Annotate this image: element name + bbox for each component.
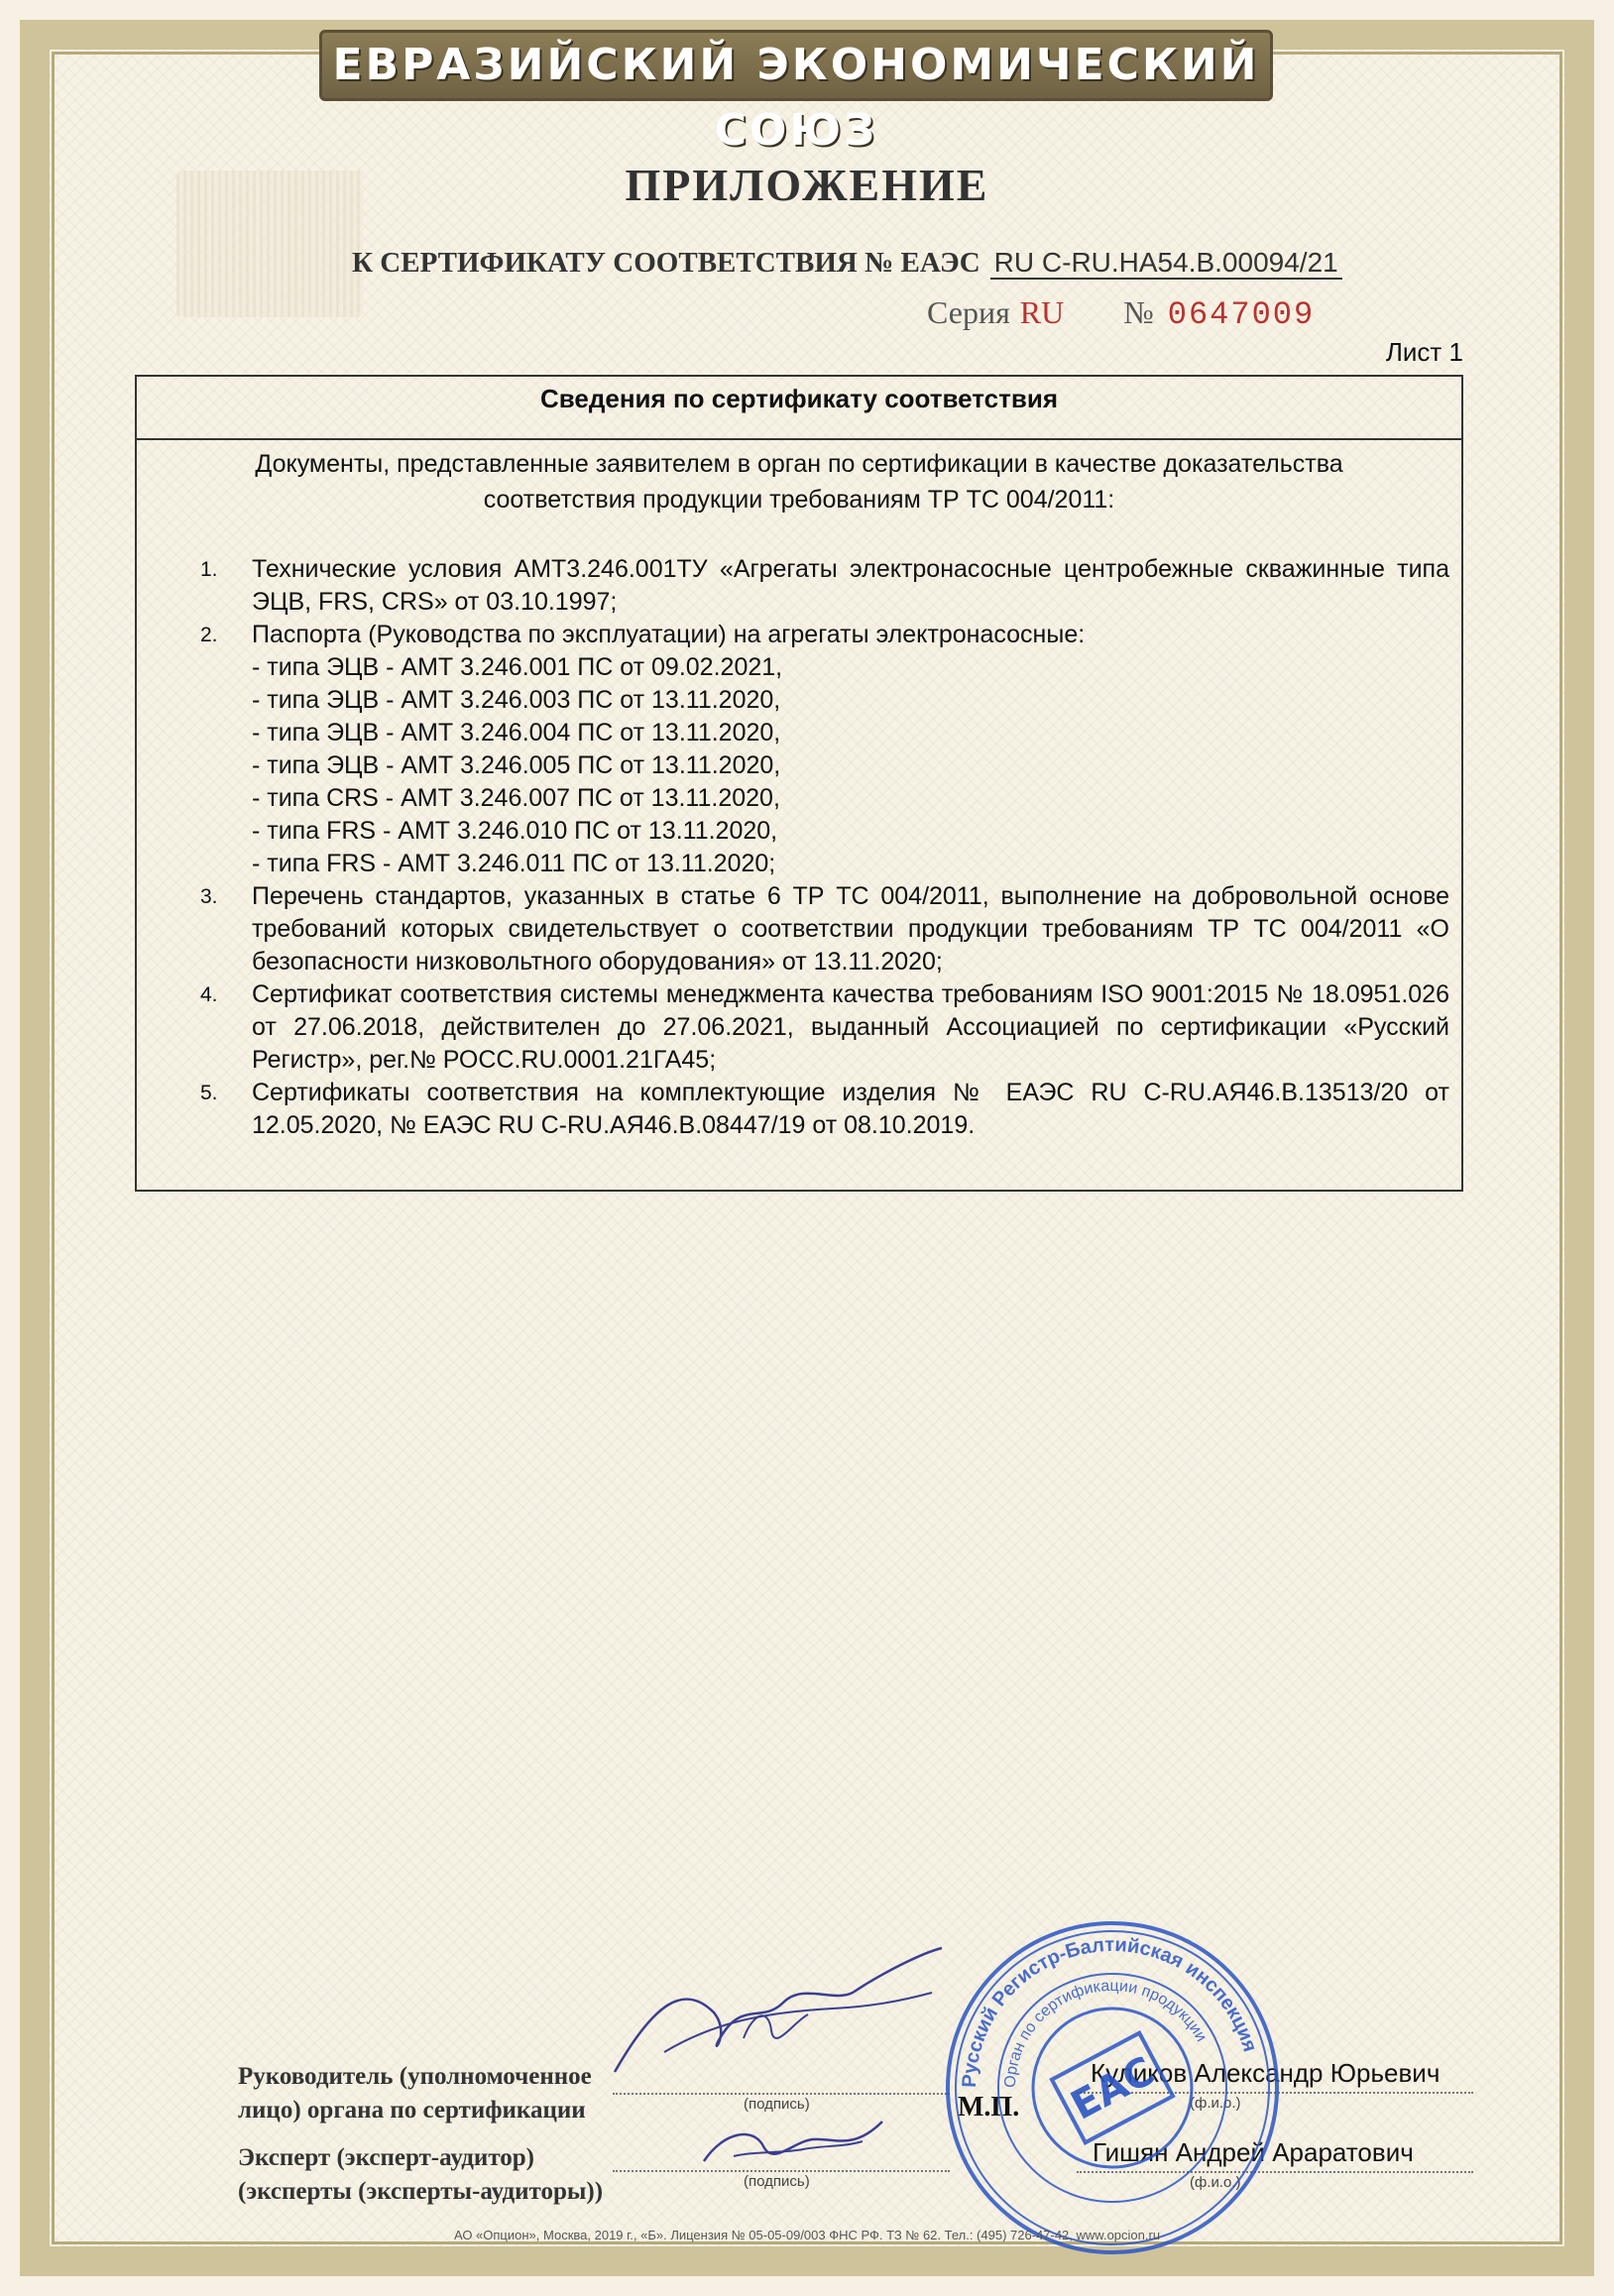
- certificate-number: RU C-RU.HA54.B.00094/21: [990, 247, 1342, 280]
- series-line: [927, 294, 1315, 333]
- list-item-text: - типа ЭЦВ - АМТ 3.246.001 ПС от 09.02.2021,: [252, 653, 783, 681]
- printer-footer: АО «Опцион», Москва, 2019 г., «Б». Лицензия № 05-05-09/003 ФНС РФ. ТЗ № 62. Тел.: (495) 726-47-42, www.opcion.ru: [453, 2228, 1161, 2242]
- head-signature-line: [613, 2093, 950, 2095]
- details-box: [135, 375, 1463, 1192]
- list-item: [137, 1077, 1461, 1142]
- list-item-number: 1.: [200, 558, 218, 581]
- list-item-text: Сертификат соответствия системы менеджмента качества требованиям ISO 9001:2015 № 18.0951.026 от 27.06.2018, действителен до 27.06.2021, выданный Ассоциацией по сертификации «Русский Регистр», рег.№ РОСС.RU.0001.21ГА45;: [252, 980, 1449, 1074]
- head-name: Куликов Александр Юрьевич: [1091, 2058, 1441, 2088]
- list-item: [137, 880, 1461, 978]
- expert-label-2: (эксперты (эксперты-аудиторы)): [238, 2178, 604, 2205]
- serial-number: 0647009: [1167, 296, 1316, 333]
- stamp-center-mark: ЕАС: [1063, 2048, 1162, 2129]
- expert-label-1: Эксперт (эксперт-аудитор): [238, 2144, 535, 2171]
- list-item-number: 3.: [200, 885, 218, 908]
- list-item-text: - типа ЭЦВ - АМТ 3.246.003 ПС от 13.11.2020,: [252, 686, 781, 714]
- list-item: [137, 553, 1461, 619]
- list-item-number: 2.: [200, 624, 218, 646]
- list-item-text: Технические условия АМТ3.246.001ТУ «Агрегаты электронасосные центробежные скважинные типа ЭЦВ, FRS, CRS» от 03.10.1997;: [252, 555, 1449, 616]
- list-item-text: - типа ЭЦВ - АМТ 3.246.005 ПС от 13.11.2020,: [252, 751, 781, 779]
- sheet-number: Лист 1: [1385, 337, 1463, 367]
- certificate-prefix: К СЕРТИФИКАТУ СООТВЕТСТВИЯ № ЕАЭС: [352, 247, 980, 279]
- series-value: RU: [1019, 294, 1065, 330]
- box-intro: Документы, представленные заявителем в орган по сертификации в качестве доказательства соответствия продукции требованиям ТР ТС 004/2011:: [255, 450, 1343, 514]
- header-banner: ЕВРАЗИЙСКИЙ ЭКОНОМИЧЕСКИЙ СОЮЗ: [319, 30, 1273, 101]
- list-item-text: - типа CRS - АМТ 3.246.007 ПС от 13.11.2020,: [252, 784, 780, 812]
- list-item-text: Паспорта (Руководства по эксплуатации) на агрегаты электронасосные:: [252, 621, 1086, 648]
- head-label-1: Руководитель (уполномоченное: [238, 2063, 592, 2090]
- stamp-ring-text: Русский Регистр-Балтийская инспекция: [958, 1933, 1261, 2089]
- list-item-number: 4.: [200, 983, 218, 1006]
- box-header: Сведения по сертификату соответствия: [137, 377, 1461, 440]
- list-item-text: Сертификаты соответствия на комплектующие изделия № ЕАЭС RU C-RU.АЯ46.В.13513/20 от 12.05.2020, № ЕАЭС RU C-RU.АЯ46.В.08447/19 от 08.10.2019.: [252, 1079, 1449, 1139]
- expert-signature: [694, 2112, 892, 2181]
- number-label: №: [1123, 294, 1154, 330]
- list-item-text: - типа FRS - АМТ 3.246.011 ПС от 13.11.2020;: [252, 850, 776, 877]
- series-label: Серия: [927, 294, 1010, 330]
- list-item: [137, 619, 1461, 880]
- expert-signature-caption: (подпись): [744, 2173, 810, 2190]
- list-item-text: - типа ЭЦВ - АМТ 3.246.004 ПС от 13.11.2020,: [252, 719, 781, 746]
- list-item-number: 5.: [200, 1082, 218, 1104]
- seal-place-label: М.П.: [958, 2092, 1020, 2123]
- list-item-text: - типа FRS - АМТ 3.246.010 ПС от 13.11.2020,: [252, 817, 778, 845]
- head-fio-caption: (ф.и.о.): [1190, 2095, 1241, 2112]
- organization-stamp: [940, 1915, 1285, 2260]
- document-list: [137, 553, 1461, 1142]
- head-signature: [595, 1943, 952, 2092]
- expert-name: Гишян Андрей Араратович: [1093, 2137, 1414, 2167]
- certificate-line: [352, 247, 1342, 280]
- head-signature-caption: (подпись): [744, 2096, 810, 2113]
- expert-fio-caption: (ф.и.о.): [1190, 2174, 1241, 2191]
- head-label-2: лицо) органа по сертификации: [238, 2097, 586, 2124]
- list-item: [137, 978, 1461, 1077]
- stamp-inner-text: Орган по сертификации продукции: [1001, 1977, 1210, 2089]
- list-item-text: Перечень стандартов, указанных в статье 6 ТР ТС 004/2011, выполнение на добровольной основе требований которых свидетельствует о соответствии продукции требованиям ТР ТС 004/2011 «О безопасности низковольтного оборудования» от 13.11.2020;: [252, 882, 1449, 976]
- page-title: ПРИЛОЖЕНИЕ: [625, 160, 989, 210]
